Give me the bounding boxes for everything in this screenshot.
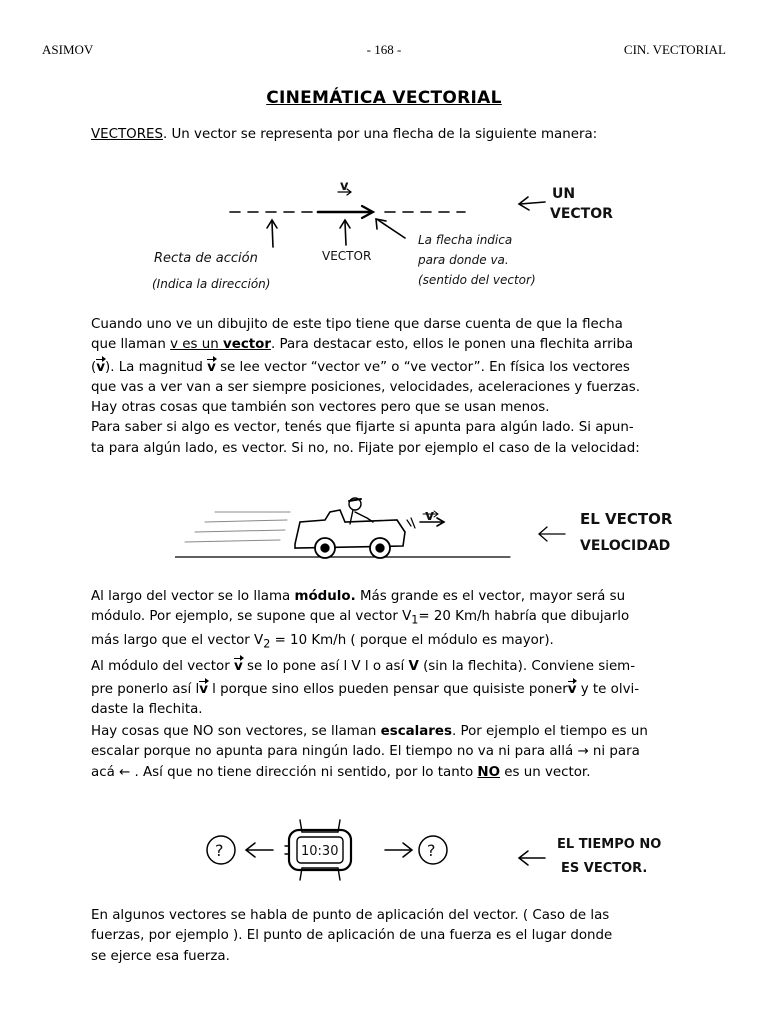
vector-v-symbol: v xyxy=(96,356,105,378)
paragraph-3 xyxy=(91,722,681,783)
para1-line2a: que llaman xyxy=(91,337,171,353)
header-right: CIN. VECTORIAL xyxy=(623,42,726,57)
para3-line1a: Hay cosas que NO son vectores, se llaman xyxy=(91,724,381,739)
para2-line3b: = 10 Km/h ( porque el módulo es mayor). xyxy=(270,633,554,649)
para1-line1: Cuando uno ve un dibujito de este tipo tiene que darse cuenta de que la flecha xyxy=(91,317,623,332)
clock-time: 10:30 xyxy=(301,844,339,859)
para1-line7: ta para algún lado, es vector. Si no, no. Fijate por ejemplo el caso de la velocidad: xyxy=(91,440,640,456)
para3-line1c: . Por ejemplo el tiempo es un xyxy=(451,724,648,739)
para2-line5b: l porque sino ellos pueden pensar que quisiste poner xyxy=(207,681,568,697)
para2-line4d: (sin la flechita). Conviene siem- xyxy=(418,659,636,675)
paragraph-2 xyxy=(91,587,681,720)
term-modulo: módulo. xyxy=(294,589,356,604)
label-un: UN xyxy=(552,186,576,202)
para4-line1: En algunos vectores se habla de punto de aplicación del vector. ( Caso de las xyxy=(91,908,610,923)
paragraph-4 xyxy=(91,906,681,967)
para2-line5a: pre ponerlo así l xyxy=(91,681,200,697)
para2-line1a: Al largo del vector se lo llama xyxy=(91,589,295,604)
label-tiempo: EL TIEMPO NO xyxy=(557,837,662,852)
para1-line3b: ). La magnitud xyxy=(104,359,208,375)
page-title: CINEMÁTICA VECTORIAL xyxy=(266,88,502,108)
question-mark-left: ? xyxy=(215,841,224,860)
vector-v-symbol: v xyxy=(207,356,216,378)
para2-line6: daste la flechita. xyxy=(91,701,203,717)
para1-line2c: vector xyxy=(223,337,271,353)
velocity-symbol: v xyxy=(425,508,435,524)
para4-line3: se ejerce esa fuerza. xyxy=(91,948,230,964)
label-el-vector: EL VECTOR xyxy=(580,510,673,528)
label-velocidad: VELOCIDAD xyxy=(580,538,671,554)
subscript-1: 1 xyxy=(411,613,419,627)
intro-text: . Un vector se representa por una flecha de la siguiente manera: xyxy=(162,127,598,142)
question-mark-right: ? xyxy=(427,841,436,860)
bold-v: V xyxy=(408,659,419,675)
vector-v-symbol: v xyxy=(568,678,577,700)
vector-v-symbol: v xyxy=(199,678,208,700)
header-left: ASIMOV xyxy=(42,42,94,57)
label-vector: VECTOR xyxy=(322,249,372,263)
intro-paragraph xyxy=(91,125,681,145)
label-donde-va: para donde va. xyxy=(418,253,509,267)
car-velocity-diagram xyxy=(175,482,695,572)
para3-line3a: acá ← . Así que no tiene dirección ni sentido, por lo tanto xyxy=(91,764,478,780)
vector-v-symbol: v xyxy=(234,655,243,677)
para2-line1c: Más grande es el vector, mayor será su xyxy=(355,589,626,604)
time-diagram xyxy=(195,810,685,895)
para1-line6: Para saber si algo es vector, tenés que fijarte si apunta para algún lado. Si apun- xyxy=(91,420,634,436)
page-number: - 168 - xyxy=(366,42,402,57)
label-recta: Recta de acción xyxy=(154,251,258,266)
vector-symbol: v xyxy=(340,179,349,194)
subscript-2: 2 xyxy=(263,637,271,651)
para2-line2b: = 20 Km/h habría que dibujarlo xyxy=(418,609,630,625)
label-flecha: La flecha indica xyxy=(418,233,513,247)
para4-line2: fuerzas, por ejemplo ). El punto de aplicación de una fuerza es el lugar donde xyxy=(91,928,613,944)
vector-diagram xyxy=(140,172,640,302)
para1-line4: que vas a ver van a ser siempre posiciones, velocidades, aceleraciones y fuerzas. xyxy=(91,379,641,395)
para2-line4a: Al módulo del vector xyxy=(91,659,234,675)
para2-line3a: más largo que el vector V xyxy=(91,633,264,649)
label-es-vector: ES VECTOR. xyxy=(561,861,648,876)
para1-line3c: se lee vector “vector ve” o “ve vector”. En física los vectores xyxy=(215,359,630,375)
term-escalares: escalares xyxy=(380,724,452,739)
para1-line2d: . Para destacar esto, ellos le ponen una flechita arriba xyxy=(270,337,634,353)
emphasis-no: NO xyxy=(477,764,500,780)
paragraph-1 xyxy=(91,315,681,459)
para1-line5: Hay otras cosas que también son vectores pero que se usan menos. xyxy=(91,400,550,416)
para3-line2: escalar porque no apunta para ningún lado. El tiempo no va ni para allá → ni para xyxy=(91,744,640,760)
label-sentido: (sentido del vector) xyxy=(418,273,536,287)
para2-line2a: módulo. Por ejemplo, se supone que al vector V xyxy=(91,609,412,625)
intro-heading: VECTORES xyxy=(91,127,163,142)
label-direccion: (Indica la dirección) xyxy=(152,277,271,291)
label-vector-title: VECTOR xyxy=(550,206,613,222)
para3-line3c: es un vector. xyxy=(500,764,591,780)
para1-line2b: v es un xyxy=(170,337,224,353)
para2-line4b: se lo pone así l V l o así xyxy=(242,659,409,675)
para1-line3a: ( xyxy=(91,359,97,375)
para2-line5c: y te olvi- xyxy=(576,681,640,697)
